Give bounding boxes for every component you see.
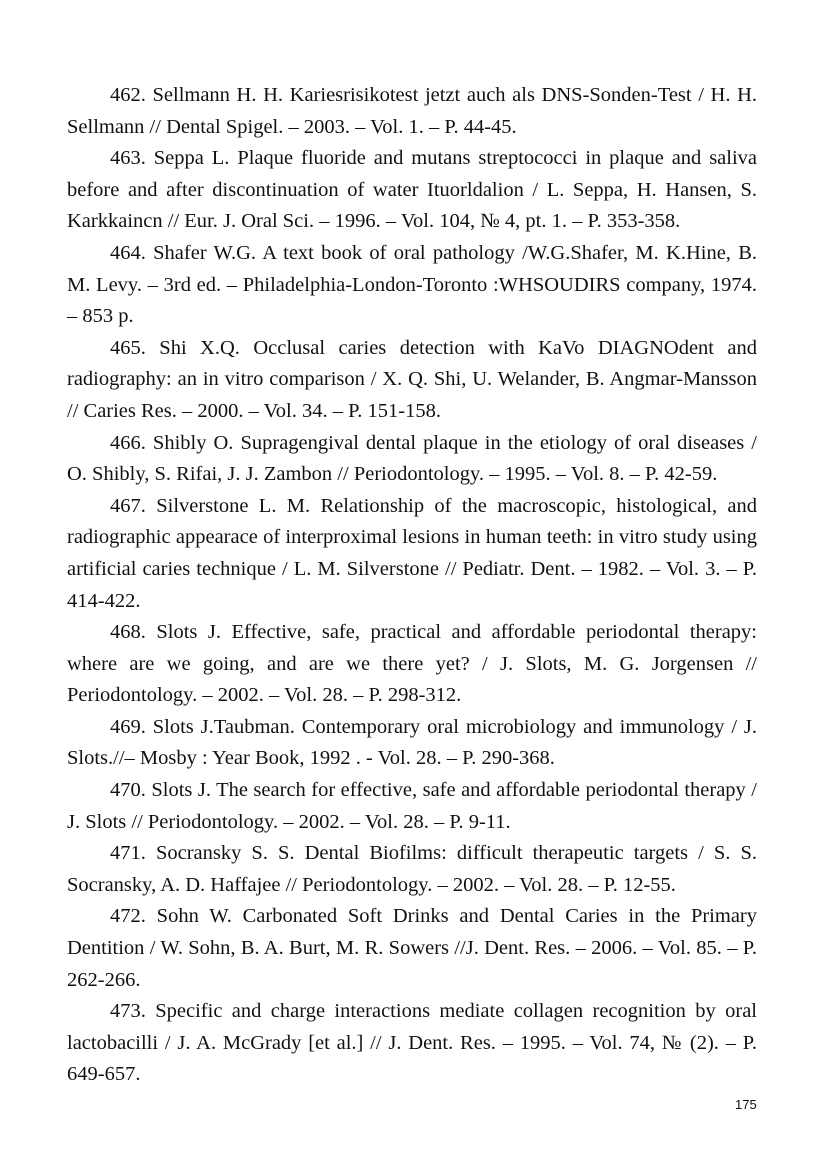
reference-text: Slots J. Effective, safe, practical and affordable periodontal therapy: where are we going, and are we there yet? / J. Slots, M. G. Jorgensen // Periodontology. – 2002. – Vol. 28. – P. 298-312. (67, 621, 758, 707)
reference-text: Seppa L. Plaque fluoride and mutans streptococci in plaque and saliva before and after discontinuation of water Ituorldalion / L. Seppa, H. Hansen, S. Karkkaincn // Eur. J. Oral Sci. – 1996. – Vol. 104, № 4, pt. 1. – P. 353-358. (67, 147, 758, 233)
reference-list (67, 80, 757, 1091)
reference-entry (67, 996, 757, 1091)
reference-number: 470. (110, 779, 146, 802)
reference-entry (67, 333, 757, 428)
reference-entry (67, 238, 757, 333)
reference-text: Silverstone L. M. Relationship of the macroscopic, histological, and radiographic appearace of interproximal lesions in human teeth: in vitro study using artificial caries technique / L. M. Silverstone // Pediatr. Dent. – 1982. – Vol. 3. – P. 414-422. (67, 494, 757, 612)
reference-text: Shibly O. Supragengival dental plaque in the etiology of oral diseases / O. Shibly, S. Rifai, J. J. Zambon // Periodontology. – 1995. – Vol. 8. – P. 42-59. (67, 431, 757, 486)
reference-entry (67, 491, 757, 617)
reference-entry (67, 838, 757, 901)
reference-text: Shafer W.G. A text book of oral pathology /W.G.Shafer, M. K.Hine, B. M. Levy. – 3rd ed. – Philadelphia-London-Toronto :WHSOUDIRS company, 1974. – 853 p. (67, 241, 757, 328)
reference-number: 462. (110, 84, 146, 106)
reference-number: 473. (110, 1000, 146, 1023)
reference-entry (67, 617, 757, 712)
reference-entry (67, 712, 757, 775)
reference-text: Socransky S. S. Dental Biofilms: difficult therapeutic targets / S. S. Socransky, A. D. Haffajee // Periodontology. – 2002. – Vol. 28. – P. 12-55. (67, 842, 757, 896)
reference-number: 465. (110, 336, 146, 359)
reference-text: Sohn W. Carbonated Soft Drinks and Dental Caries in the Primary Dentition / W. Sohn, B. A. Burt, M. R. Sowers //J. Dent. Res. – 2006. – Vol. 85. – P. 262-266. (67, 905, 758, 991)
reference-entry (67, 428, 757, 491)
reference-number: 468. (110, 621, 146, 644)
reference-number: 464. (110, 241, 146, 264)
reference-text: Shi X.Q. Occlusal caries detection with KaVo DIAGNOdent and radiography: an in vitro comparison / X. Q. Shi, U. Welander, B. Angmar-Mansson // Caries Res. – 2000. – Vol. 34. – P. 151-158. (67, 336, 758, 422)
reference-number: 466. (110, 431, 146, 454)
reference-entry (67, 143, 757, 238)
reference-text: Sellmann H. H. Kariesrisikotest jetzt auch als DNS-Sonden-Test / H. H. Sellmann // Dental Spigel. – 2003. – Vol. 1. – P. 44-45. (67, 84, 758, 138)
reference-entry (67, 901, 757, 996)
reference-entry (67, 775, 757, 838)
reference-number: 471. (110, 842, 146, 865)
reference-text: Slots J.Taubman. Contemporary oral microbiology and immunology / J. Slots.//– Mosby : Year Book, 1992 . - Vol. 28. – P. 290-368. (67, 715, 758, 770)
reference-entry (67, 80, 757, 143)
reference-text: Specific and charge interactions mediate collagen recognition by oral lactobacilli / J. A. McGrady [et al.] // J. Dent. Res. – 1995. – Vol. 74, № (2). – P. 649-657. (67, 1000, 757, 1086)
reference-number: 467. (110, 494, 146, 517)
reference-number: 463. (110, 147, 146, 170)
reference-number: 469. (110, 715, 146, 738)
reference-number: 472. (110, 905, 146, 928)
reference-text: Slots J. The search for effective, safe and affordable periodontal therapy / J. Slots // Periodontology. – 2002. – Vol. 28. – P. 9-11. (67, 779, 757, 833)
page-number: 175 (735, 1097, 757, 1112)
